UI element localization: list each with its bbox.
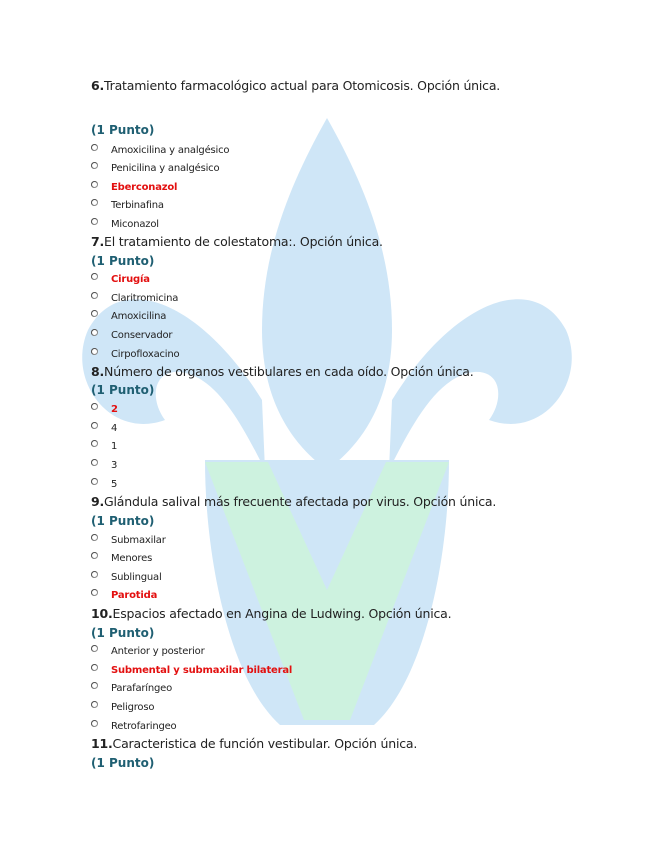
radio-button[interactable] (91, 422, 98, 429)
radio-button[interactable] (91, 310, 98, 317)
question-title (91, 494, 496, 509)
answer-label: Cirpofloxacino (111, 349, 180, 360)
answer-label: Conservador (111, 330, 173, 341)
question-number: 11. (91, 736, 113, 751)
question-title (91, 78, 500, 93)
answer-label: Submaxilar (111, 535, 166, 546)
answer-label: 3 (111, 460, 118, 471)
correct-answer-label: Parotida (111, 590, 158, 601)
question-number: 8. (91, 364, 105, 379)
question-text: Glándula salival más frecuente afectada por virus. Opción única. (104, 494, 497, 509)
radio-button[interactable] (91, 218, 98, 225)
points-label: (1 Punto) (91, 756, 155, 770)
question-text: Caracteristica de función vestibular. Opción única. (112, 736, 418, 751)
answer-label: Anterior y posterior (111, 646, 205, 657)
radio-button[interactable] (91, 478, 98, 485)
radio-button[interactable] (91, 403, 98, 410)
question-number: 7. (91, 234, 105, 249)
answer-label: Menores (111, 553, 153, 564)
correct-answer-label: Cirugía (111, 274, 150, 285)
points-label: (1 Punto) (91, 626, 155, 640)
correct-answer-label: 2 (111, 404, 118, 415)
answer-label: Penicilina y analgésico (111, 163, 220, 174)
answer-label: 5 (111, 479, 118, 490)
question-title (91, 364, 474, 379)
radio-button[interactable] (91, 273, 98, 280)
radio-button[interactable] (91, 701, 98, 708)
question-number: 10. (91, 606, 113, 621)
question-number: 9. (91, 494, 105, 509)
radio-button[interactable] (91, 348, 98, 355)
radio-button[interactable] (91, 682, 98, 689)
question-text: Número de organos vestibulares en cada oído. Opción única. (104, 364, 474, 379)
answer-label: Sublingual (111, 572, 162, 583)
radio-button[interactable] (91, 552, 98, 559)
answer-label: Amoxicilina y analgésico (111, 145, 230, 156)
answer-label: Miconazol (111, 219, 159, 230)
correct-answer-label: Submental y submaxilar bilateral (111, 665, 293, 676)
radio-button[interactable] (91, 459, 98, 466)
answer-label: Amoxicilina (111, 311, 167, 322)
radio-button[interactable] (91, 329, 98, 336)
question-text: Tratamiento farmacológico actual para Otomicosis. Opción única. (104, 78, 501, 93)
radio-button[interactable] (91, 589, 98, 596)
radio-button[interactable] (91, 199, 98, 206)
question-text: Espacios afectado en Angina de Ludwing. Opción única. (112, 606, 452, 621)
answer-label: Terbinafina (111, 200, 164, 211)
radio-button[interactable] (91, 162, 98, 169)
points-label: (1 Punto) (91, 514, 155, 528)
points-label: (1 Punto) (91, 123, 155, 137)
answer-label: 1 (111, 441, 118, 452)
points-label: (1 Punto) (91, 254, 155, 268)
answer-label: Parafaríngeo (111, 683, 173, 694)
radio-button[interactable] (91, 664, 98, 671)
question-title (91, 736, 417, 751)
radio-button[interactable] (91, 534, 98, 541)
radio-button[interactable] (91, 645, 98, 652)
radio-button[interactable] (91, 440, 98, 447)
radio-button[interactable] (91, 720, 98, 727)
radio-button[interactable] (91, 292, 98, 299)
answer-label: Peligroso (111, 702, 155, 713)
question-title (91, 234, 383, 249)
points-label: (1 Punto) (91, 383, 155, 397)
question-number: 6. (91, 78, 105, 93)
answer-label: Retrofaringeo (111, 721, 177, 732)
answer-label: 4 (111, 423, 118, 434)
question-text: El tratamiento de colestatoma:. Opción única. (104, 234, 383, 249)
answer-label: Claritromicina (111, 293, 179, 304)
question-title (91, 606, 451, 621)
radio-button[interactable] (91, 571, 98, 578)
radio-button[interactable] (91, 144, 98, 151)
radio-button[interactable] (91, 181, 98, 188)
correct-answer-label: Eberconazol (111, 182, 178, 193)
